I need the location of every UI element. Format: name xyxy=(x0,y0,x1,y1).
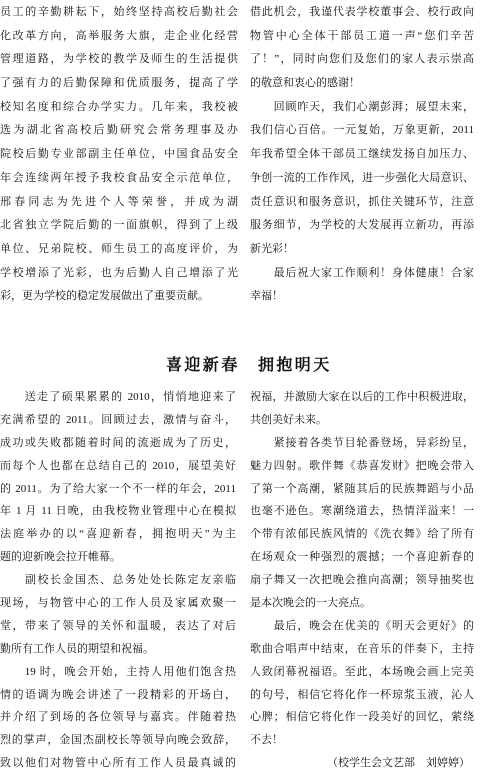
text-line: 年会连续两年授予我校食品安全示范单位， xyxy=(0,171,238,184)
text-line: 题的迎新晚会拉开帷幕。 xyxy=(0,551,121,564)
text-line: 烈的掌声，金国杰副校长等领导向晚会致辞， xyxy=(0,734,236,747)
text-line: 选为湖北省高校后勤研究会常务理事及办 xyxy=(0,124,238,137)
text-line: 是本次晚会的一大亮点。 xyxy=(250,597,371,610)
paragraph xyxy=(0,573,236,656)
text-line: 充满希望的 2011。回顾过去，激情与奋斗， xyxy=(0,413,236,426)
paragraph xyxy=(250,436,474,610)
text-line: 幸福！ xyxy=(250,290,283,303)
text-line: 成功或失败都随着时间的流逝成为了历史， xyxy=(0,436,236,449)
text-line: 情的语调为晚会讲述了一段精彩的开场白， xyxy=(0,688,236,701)
text-line: 了强有力的后勤保障和优质服务，提高了学 xyxy=(0,77,238,90)
text-line: 单位、兄弟院校、师生员工的高度评价，为 xyxy=(0,242,238,255)
text-line: 个带有浓郁民族风情的《洗衣舞》给了所有 xyxy=(250,528,474,541)
text-line: 新光彩！ xyxy=(250,242,294,255)
text-line: 校知名度和综合办学实力。几年来，我校被 xyxy=(0,100,238,113)
text-line: 在场观众一种强烈的震撼；一个喜迎新春的 xyxy=(250,551,474,564)
text-line: 送走了硕果累累的 2010，悄悄地迎来了 xyxy=(0,391,236,403)
text-line: 不去！ xyxy=(250,734,283,747)
text-line: 化改革方向，高举服务大旗，走企业化经营 xyxy=(0,29,238,42)
text-line: 争创一流的工作作风，进一步强化大局意识、 xyxy=(250,171,474,184)
text-line: 北省独立学院后勤的一面旗帜，得到了上级 xyxy=(0,219,238,232)
text-line: 员工的辛勤耕耘下，始终坚持高校后勤社会 xyxy=(0,6,238,18)
text-line: 歌曲合唱声中结束，在音乐的伴奏下，主持 xyxy=(250,642,474,655)
text-line: 而每个人也都在总结自己的 2010，展望美好 xyxy=(0,459,236,472)
text-line: 并介绍了到场的各位领导与嘉宾。伴随着热 xyxy=(0,711,236,724)
text-line: 了！”，同时向您们及您们的家人表示崇高 xyxy=(250,53,474,66)
text-line: 管理道路，为学校的教学及师生的生活提供 xyxy=(0,53,238,66)
paragraph xyxy=(0,5,238,303)
article-headline: 喜迎新春 拥抱明天 xyxy=(166,357,332,374)
text-line: 心脾；相信它将化作一段美好的回忆，萦绕 xyxy=(250,711,474,724)
previous-article-left-column xyxy=(0,5,238,303)
text-line: 勤所有工作人员的期望和祝福。 xyxy=(0,642,154,655)
article-byline: （校学生会文艺部 刘婷婷） xyxy=(327,757,470,770)
text-line: 的句号，相信它将化作一杯琼浆玉液，沁人 xyxy=(250,688,474,701)
text-line: 魅力四射。歌伴舞《恭喜发财》把晚会带入 xyxy=(250,459,474,472)
text-line: 最后，晚会在优美的《明天会更好》的 xyxy=(250,619,474,632)
text-line: 学校增添了光彩，也为后勤人自己增添了光 xyxy=(0,266,238,279)
text-line: 彩，更为学校的稳定发展做出了重要贡献。 xyxy=(0,290,209,303)
paragraph xyxy=(250,619,474,747)
paragraph xyxy=(0,665,236,771)
paragraph xyxy=(0,390,236,564)
paragraph xyxy=(250,100,474,256)
text-line: 共创美好未来。 xyxy=(250,413,327,426)
text-line: 回顾昨天，我们心潮彭湃；展望未来， xyxy=(250,100,474,113)
text-line: 祝福，并激励大家在以后的工作中积极进取， xyxy=(250,391,474,403)
text-line: 院校后勤专业部副主任单位，中国食品安全 xyxy=(0,148,238,161)
text-line: 最后祝大家工作顺利！身体健康！合家 xyxy=(250,266,474,279)
text-line: 的敬意和衷心的感谢！ xyxy=(250,77,360,90)
text-line: 年 1 月 11 日晚，由我校物业管理中心在模拟 xyxy=(0,505,236,518)
previous-article-right-column xyxy=(250,5,474,303)
text-line: 借此机会，我谨代表学校董事会、校行政向 xyxy=(250,6,474,18)
text-line: 现场，与物管中心的工作人员及家属欢聚一 xyxy=(0,597,236,610)
text-line: 邢春同志为先进个人等荣誉，并成为湖 xyxy=(0,195,238,208)
text-line: 的 2011。为了给大家一个不一样的年会，2011 xyxy=(0,482,236,495)
text-line: 堂，带来了领导的关怀和温暖，表达了对后 xyxy=(0,619,236,632)
text-line: 致以他们对物管中心所有工作人员最真诚的 xyxy=(0,757,236,770)
paragraph xyxy=(250,390,474,427)
text-line: 责任意识和服务意识，抓住关键环节，注意 xyxy=(250,195,474,208)
text-line: 扇子舞又一次把晚会推向高潮；领导抽奖也 xyxy=(250,574,474,587)
text-line: 副校长金国杰、总务处处长陈定友亲临 xyxy=(0,574,236,587)
text-line: 物管中心全体干部员工道一声“您们辛苦 xyxy=(250,29,474,42)
news-article-left-column xyxy=(0,390,236,770)
text-line: 人致闭幕祝福语。至此，本场晚会画上完美 xyxy=(250,665,474,678)
text-line: 法庭举办的以“喜迎新春，拥抱明天”为主 xyxy=(0,528,236,541)
text-line: 也毫不逊色。寒潮绕道去，热情洋溢来！一 xyxy=(250,505,474,518)
text-line: 了第一个高潮，紧随其后的民族舞蹈与小品 xyxy=(250,482,474,495)
text-line: 服务细节，为学校的大发展再立新功，再添 xyxy=(250,219,474,232)
text-line: 19 时，晚会开始，主持人用他们饱含热 xyxy=(0,665,236,678)
news-article-right-column xyxy=(250,390,474,770)
text-line: 紧接着各类节目轮番登场，异彩纷呈， xyxy=(250,436,474,449)
paragraph xyxy=(250,266,474,304)
paragraph xyxy=(250,5,474,90)
text-line: 年我希望全体干部员工继续发扬自加压力、 xyxy=(250,148,474,161)
text-line: 我们信心百倍。一元复始，万象更新，2011 xyxy=(250,124,474,137)
